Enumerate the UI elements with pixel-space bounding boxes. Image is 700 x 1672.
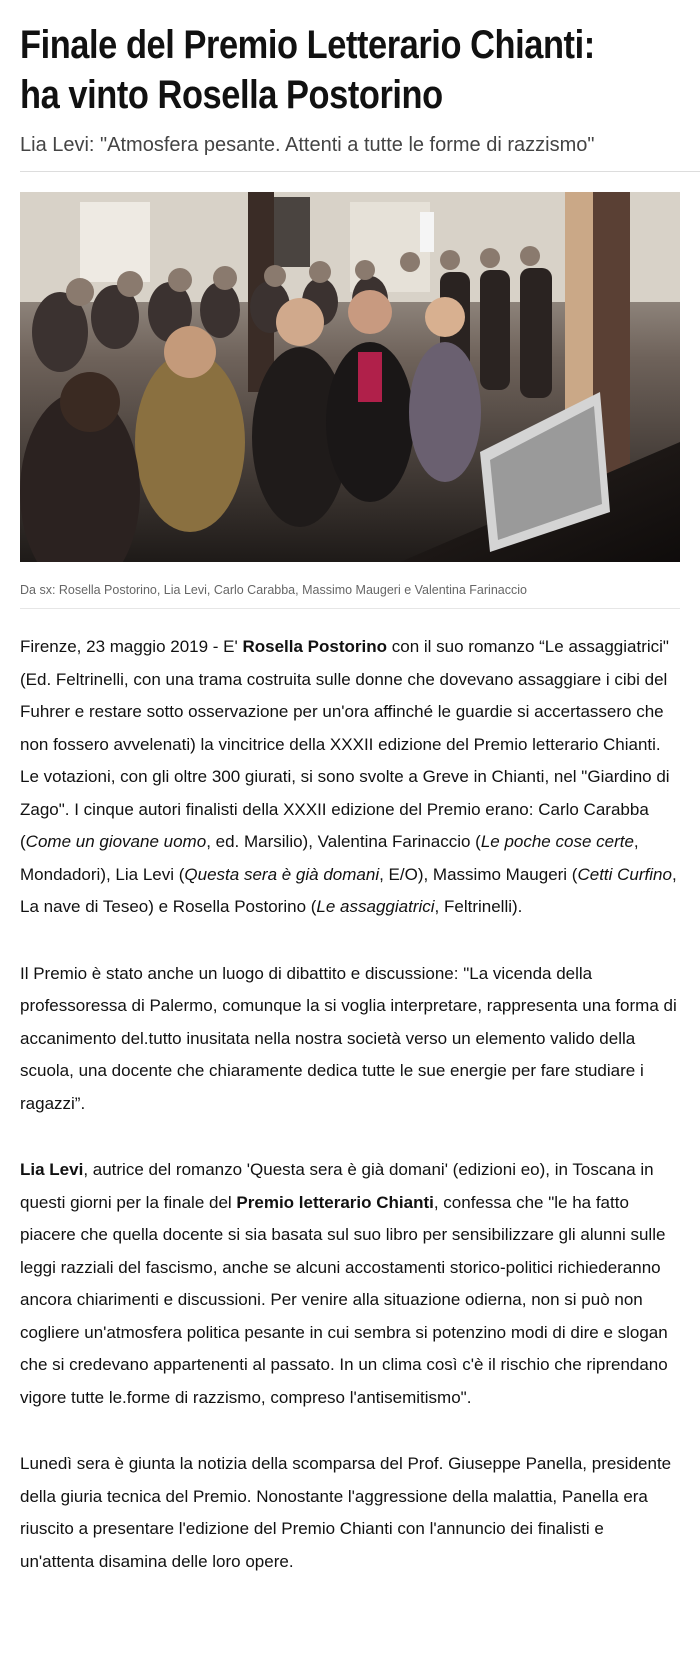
p1-book-title-3: Questa sera è già domani: [184, 864, 380, 884]
p3-text-1: , autrice del romanzo 'Questa sera è già domani' (edizioni eo), in Toscana in questi giorni per la finale del: [20, 1160, 654, 1212]
p3-text-2: , confessa che "le ha fatto piacere che quella docente si sia basata sul suo libro per sensibilizzare gli alunni sulle leggi razziali del fascismo, anche se alcuni accostamenti storico-politici richiederanno ancora chiarimenti e discussioni. Per venire alla situazione odierna, non si può non cogliere un'atmosfera politica pesante in cui sembra si potenzino modi di dire e slogan che si credevano appartenenti al passato. In un clima così c'è il rischio che riprendano vigore tutte le.forme di razzismo, compreso l'antisemitismo".: [20, 1192, 668, 1407]
p1-text-3: , ed. Marsilio), Valentina Farinaccio (: [206, 832, 481, 851]
p1-book-title-5: Le assaggiatrici: [316, 897, 435, 916]
paragraph-2: Il Premio è stato anche un luogo di dibattito e discussione: "La vicenda della professoressa di Palermo, comunque la si voglia interpretare, rappresenta una forma di accanimento del.tutto inusitata nella nostra società verso un elemento valido della scuola, una docente che chiaramente dedica tutte le sue energie per fare studiare i ragazzi”.: [20, 963, 677, 1113]
p1-text-5: , E/O), Massimo Maugeri (: [379, 864, 578, 884]
caption-divider: [20, 608, 680, 609]
p1-book-title-2: Le poche cose certe: [480, 832, 634, 851]
article-photo: [20, 192, 680, 562]
headline-line-2: ha vinto Rosella Postorino: [20, 73, 443, 117]
article: [20, 0, 680, 1612]
header-divider: [20, 171, 700, 172]
headline: [20, 0, 682, 120]
p1-text-7: , Feltrinelli).: [434, 897, 523, 916]
paragraph-3: [20, 1154, 680, 1414]
subtitle: Lia Levi: "Atmosfera pesante. Attenti a tutte le forme di razzismo": [20, 134, 595, 156]
p1-book-title-4: Cetti Curfino: [577, 864, 672, 884]
headline-line-1: Finale del Premio Letterario Chianti:: [20, 23, 595, 67]
p1-book-title-1: Come un giovane uomo: [25, 832, 207, 851]
p3-bold-prize: Premio letterario Chianti: [236, 1192, 434, 1212]
p1-bold-author: Rosella Postorino: [242, 637, 388, 656]
p1-text-6: , La nave di Teseo) e Rosella Postorino (: [20, 864, 677, 916]
paragraph-1: [20, 631, 680, 924]
photo-caption: Da sx: Rosella Postorino, Lia Levi, Carlo Carabba, Massimo Maugeri e Valentina Farinaccio: [20, 583, 527, 597]
photo-illustration: [20, 192, 680, 562]
p1-text-2: con il suo romanzo “Le assaggiatrici" (Ed. Feltrinelli, con una trama costruita sulle donne che dovevano assaggiare i cibi del Fuhrer e restare sotto osservazione per un'ora affinché le guardie si accertassero che non fossero avvelenati) la vincitrice della XXXII edizione del Premio letterario Chianti. Le votazioni, con gli oltre 300 giurati, si sono svolte a Greve in Chianti, nel "Giardino di Zago". I cinque autori finalisti della XXXII edizione del Premio erano: Carlo Carabba (: [20, 637, 670, 851]
article-body: [20, 631, 680, 1578]
p1-text-4: , Mondadori), Lia Levi (: [20, 832, 639, 884]
paragraph-4: Lunedì sera è giunta la notizia della scomparsa del Prof. Giuseppe Panella, presidente della giuria tecnica del Premio. Nonostante l'aggressione della malattia, Panella era riuscito a presentare l'edizione del Premio Chianti con l'annuncio dei finalisti e un'attenta disamina delle loro opere.: [20, 1454, 672, 1571]
p1-text-1: Firenze, 23 maggio 2019 - E': [20, 637, 243, 656]
p3-bold-name: Lia Levi: [20, 1160, 84, 1179]
